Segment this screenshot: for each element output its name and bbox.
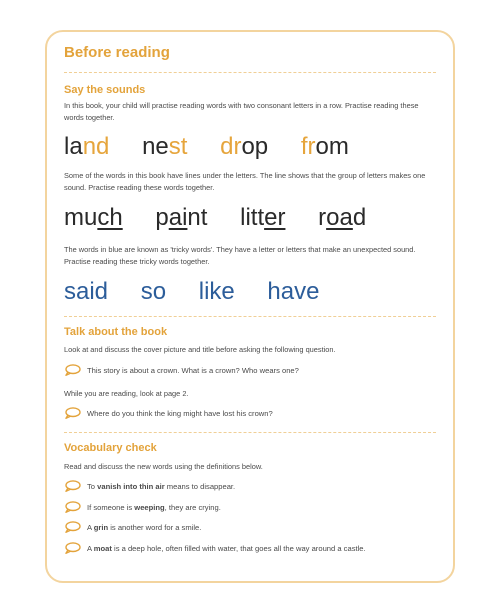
underline-word: road bbox=[318, 204, 367, 231]
vocab-heading: Vocabulary check bbox=[64, 442, 157, 454]
tricky-intro: The words in blue are known as 'tricky words'. They have a letter or letters that make an unexpected sound. Practise reading these tricky words together. bbox=[64, 245, 416, 266]
say-sounds-heading: Say the sounds bbox=[64, 84, 146, 96]
talk-heading: Talk about the book bbox=[64, 326, 168, 338]
underline-word: much bbox=[64, 204, 123, 231]
vocab-definition: A grin is another word for a smile. bbox=[87, 522, 202, 532]
question-text: Where do you think the king might have lost his crown? bbox=[87, 408, 273, 418]
vocab-intro: Read and discuss the new words using the definitions below. bbox=[64, 462, 263, 471]
tricky-word: have bbox=[267, 278, 320, 305]
sound-word: nest bbox=[142, 133, 188, 160]
vocab-definition: If someone is weeping, they are crying. bbox=[87, 502, 221, 512]
tricky-word: said bbox=[64, 278, 109, 305]
tricky-word: like bbox=[198, 278, 235, 305]
underline-words bbox=[64, 204, 392, 232]
say-sounds-intro: In this book, your child will practise reading words with two consonant letters in a row. Practise reading these words together. bbox=[64, 101, 419, 122]
speech-bubble-icon bbox=[64, 364, 81, 376]
vocab-item bbox=[64, 519, 444, 535]
while-reading-text: While you are reading, look at page 2. bbox=[64, 389, 189, 398]
speech-bubble-icon bbox=[64, 521, 81, 533]
underline-intro: Some of the words in this book have lines under the letters. The line shows that the group of letters makes one sound. Practise reading these words together. bbox=[64, 171, 426, 192]
sound-word: drop bbox=[220, 133, 269, 160]
vocab-definition: To vanish into thin air means to disappear. bbox=[87, 481, 236, 491]
sound-words bbox=[64, 133, 375, 161]
speech-bubble-icon bbox=[64, 501, 81, 513]
divider bbox=[64, 432, 436, 433]
vocab-item bbox=[64, 478, 444, 494]
vocab-item bbox=[64, 499, 444, 515]
talk-question bbox=[64, 362, 444, 378]
sound-word: from bbox=[300, 133, 349, 160]
page-title: Before reading bbox=[64, 44, 170, 61]
speech-bubble-icon bbox=[64, 480, 81, 492]
talk-intro: Look at and discuss the cover picture and title before asking the following question. bbox=[64, 345, 336, 354]
speech-bubble-icon bbox=[64, 407, 81, 419]
vocab-item bbox=[64, 540, 444, 556]
divider bbox=[64, 72, 436, 73]
tricky-word: so bbox=[140, 278, 167, 305]
tricky-words bbox=[64, 278, 345, 306]
divider bbox=[64, 316, 436, 317]
sound-word: land bbox=[64, 133, 110, 160]
speech-bubble-icon bbox=[64, 542, 81, 554]
underline-word: litter bbox=[240, 204, 286, 231]
underline-word: paint bbox=[155, 204, 208, 231]
vocab-definition: A moat is a deep hole, often filled with water, that goes all the way around a castle. bbox=[87, 543, 366, 553]
talk-question bbox=[64, 405, 444, 421]
question-text: This story is about a crown. What is a crown? Who wears one? bbox=[87, 365, 299, 375]
